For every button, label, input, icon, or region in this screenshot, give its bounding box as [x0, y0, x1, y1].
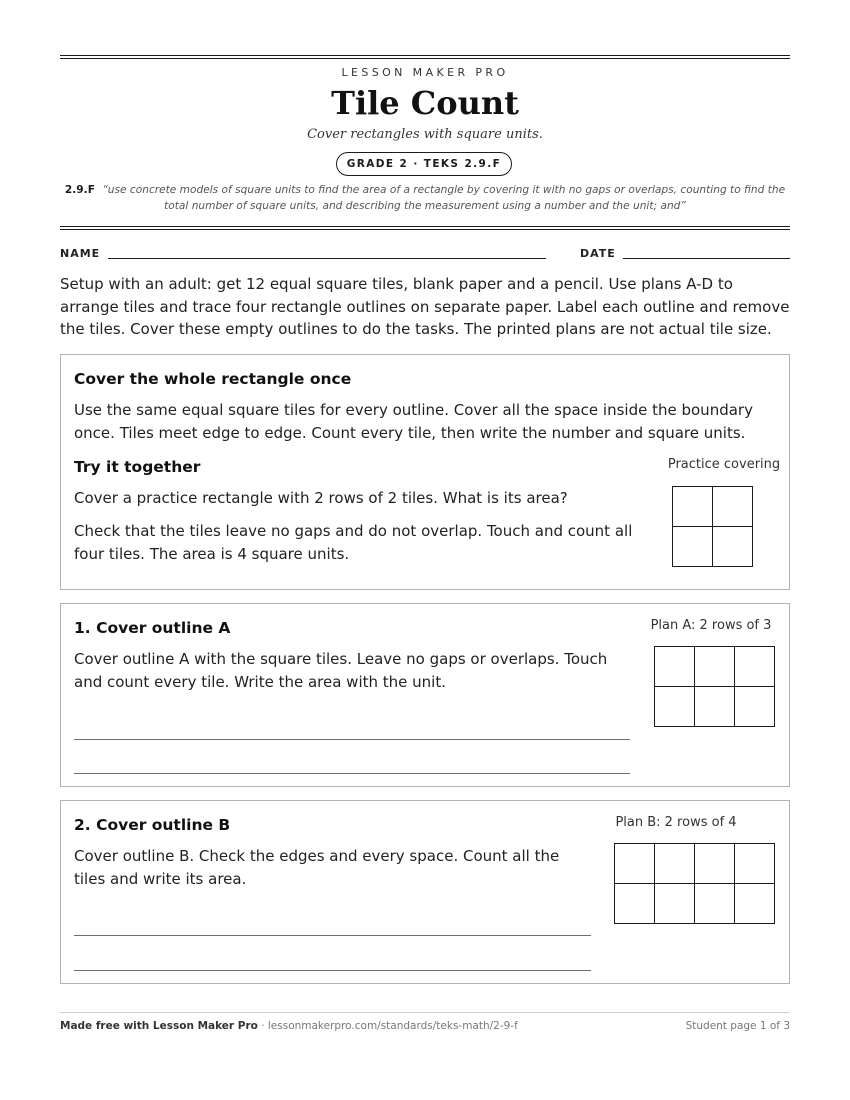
- task-1-text: Cover outline A with the square tiles. Leave no gaps or overlaps. Touch and count every tile. Write the area with the unit.: [74, 650, 608, 691]
- square-tile: [735, 687, 775, 727]
- practice-tile-grid: [672, 486, 753, 567]
- square-tile: [655, 687, 695, 727]
- square-tile: [655, 884, 695, 924]
- footer-rule: [60, 1012, 790, 1013]
- square-tile: [615, 884, 655, 924]
- task-2-tile-grid: [614, 843, 775, 924]
- header-top-rule: [60, 55, 790, 59]
- square-tile: [615, 844, 655, 884]
- task-2-text: Cover outline B. Check the edges and every space. Count all the tiles and write its area.: [74, 847, 560, 888]
- square-tile: [673, 527, 713, 567]
- task-card-2: [60, 800, 790, 984]
- square-tile: [735, 844, 775, 884]
- square-tile: [713, 487, 753, 527]
- task-1-answer-line-1[interactable]: [74, 739, 630, 740]
- footer-page-number: Student page 1 of 3: [685, 1020, 790, 1032]
- tile-grid-svg: [654, 646, 775, 727]
- standard-description: [60, 182, 790, 214]
- standard-code: 2.9.F: [64, 184, 95, 196]
- name-field[interactable]: [108, 258, 546, 259]
- tile-grid-svg: [614, 843, 775, 924]
- brand-label: LESSON MAKER PRO: [341, 66, 509, 79]
- square-tile: [695, 647, 735, 687]
- square-tile: [695, 687, 735, 727]
- task-2-answer-line-1[interactable]: [74, 935, 591, 936]
- page-title: Tile Count: [331, 84, 519, 122]
- footer-url[interactable]: · lessonmakerpro.com/standards/teks-math/2-9-f: [257, 1020, 518, 1032]
- header-bottom-rule: [60, 226, 790, 230]
- task-2-heading: 2. Cover outline B: [74, 816, 231, 834]
- date-label: DATE: [580, 247, 616, 260]
- square-tile: [695, 844, 735, 884]
- practice-caption: Practice covering: [667, 457, 781, 472]
- square-tile: [655, 647, 695, 687]
- setup-instructions: Setup with an adult: get 12 equal square tiles, blank paper and a pencil. Use plans A-D to arrange tiles and trace four rectangle outlines on separate paper. Label each outline and remove the tiles. Cover these empty outlines to do the tasks. The printed plans are not actual tile size.: [60, 275, 790, 338]
- name-label: NAME: [60, 247, 101, 260]
- square-tile: [695, 884, 735, 924]
- square-tile: [655, 844, 695, 884]
- footer-made-with: Made free with Lesson Maker Pro: [60, 1020, 258, 1032]
- standard-text: “use concrete models of square units to find the area of a rectangle by covering it with no gaps or overlaps, counting to find the total number of square units, and describing the measurement using a number and the unit; and”: [102, 184, 786, 212]
- intro-card: [60, 354, 790, 590]
- task-1-answer-line-2[interactable]: [74, 773, 630, 774]
- try-question: Cover a practice rectangle with 2 rows of 2 tiles. What is its area?: [74, 489, 568, 507]
- tile-grid-svg: [672, 486, 753, 567]
- task-2-plan-caption: Plan B: 2 rows of 4: [615, 815, 737, 830]
- intro-text: Use the same equal square tiles for every outline. Cover all the space inside the boundary once. Tiles meet edge to edge. Count every tile, then write the number and square units.: [74, 401, 753, 442]
- square-tile: [735, 884, 775, 924]
- try-heading: Try it together: [74, 458, 201, 476]
- task-1-plan-caption: Plan A: 2 rows of 3: [650, 618, 772, 633]
- task-card-1: [60, 603, 790, 787]
- task-2-answer-line-2[interactable]: [74, 970, 591, 971]
- date-field[interactable]: [623, 258, 790, 259]
- square-tile: [673, 487, 713, 527]
- square-tile: [713, 527, 753, 567]
- intro-heading: Cover the whole rectangle once: [74, 370, 352, 388]
- task-1-heading: 1. Cover outline A: [74, 619, 231, 637]
- footer-credit: [60, 1020, 518, 1032]
- task-1-tile-grid: [654, 646, 775, 727]
- grade-badge: GRADE 2 · TEKS 2.9.F: [336, 152, 512, 176]
- square-tile: [735, 647, 775, 687]
- page-subtitle: Cover rectangles with square units.: [307, 127, 543, 142]
- try-answer: Check that the tiles leave no gaps and do not overlap. Touch and count all four tiles. The area is 4 square units.: [74, 522, 633, 563]
